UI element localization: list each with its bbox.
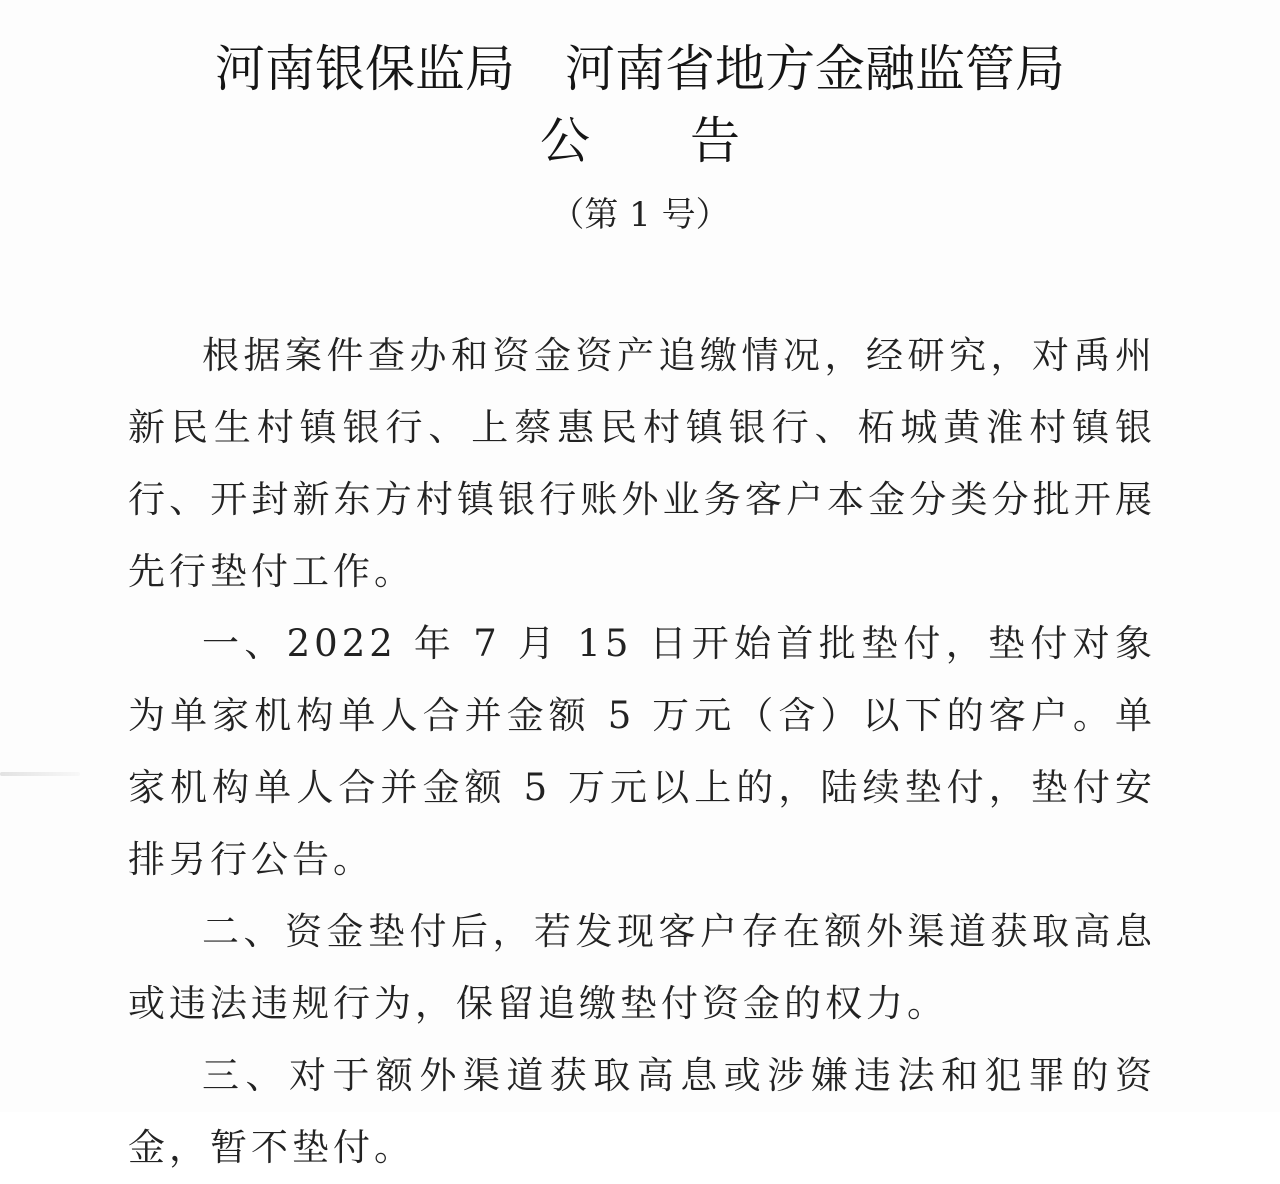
paragraph-item-2: 二、资金垫付后，若发现客户存在额外渠道获取高息或违法违规行为，保留追缴垫付资金的权力。 — [128, 910, 1156, 1025]
paragraph-item-3: 三、对于额外渠道获取高息或涉嫌违法和犯罪的资金，暂不垫付。 — [128, 1054, 1156, 1169]
paragraph-item-1: 一、2022 年 7 月 15 日开始首批垫付，垫付对象为单家机构单人合并金额 5 万元（含）以下的客户。单家机构单人合并金额 5 万元以上的，陆续垫付，垫付安排另行公告。 — [128, 622, 1156, 881]
announcement-title: 公 告 — [540, 112, 740, 170]
scan-mark — [0, 772, 80, 776]
announcement-issuers-title: 河南银保监局 河南省地方金融监管局 — [215, 40, 1065, 98]
announcement-body — [128, 320, 1156, 1184]
paragraph-intro: 根据案件查办和资金资产追缴情况，经研究，对禹州新民生村镇银行、上蔡惠民村镇银行、柘城黄淮村镇银行、开封新东方村镇银行账外业务客户本金分类分批开展先行垫付工作。 — [128, 334, 1156, 593]
document-number: （第 1 号） — [550, 195, 730, 235]
